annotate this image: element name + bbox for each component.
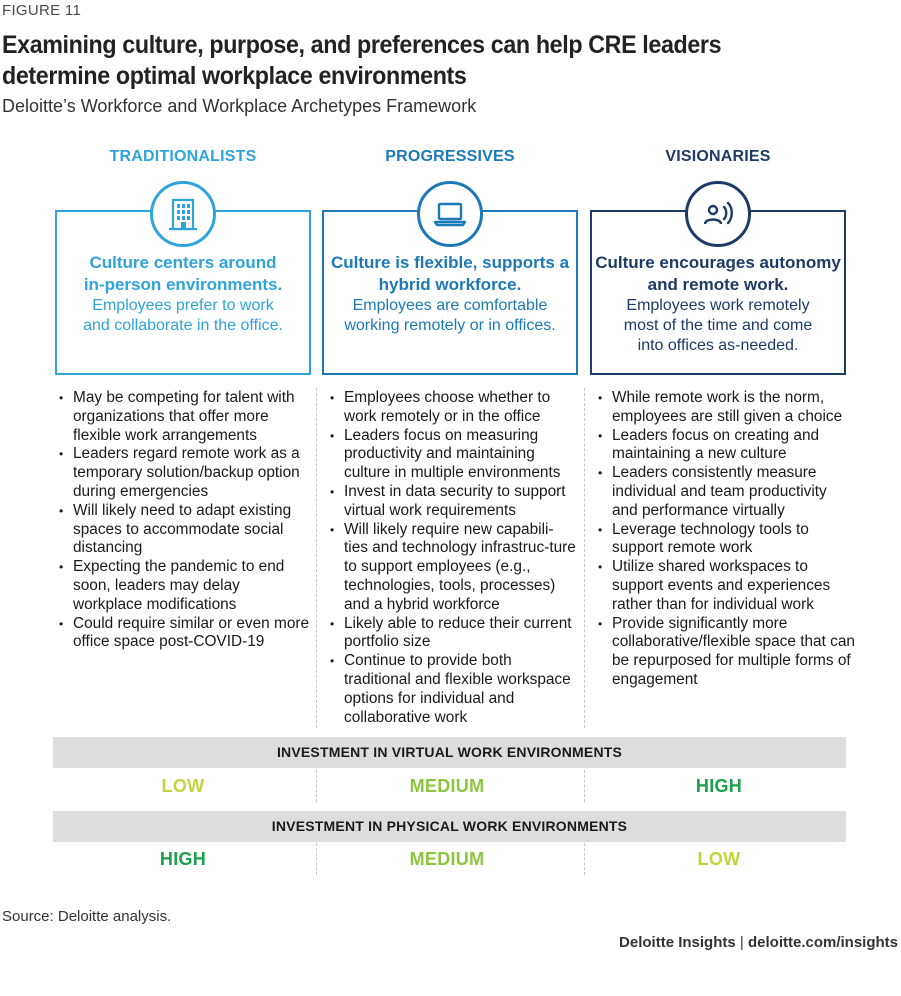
list-item: • Will likely need to adapt existing spaces to accommodate social distancing xyxy=(55,502,313,558)
card-culture-line: and remote work. xyxy=(647,275,789,294)
traditionalists-bullet-list xyxy=(55,389,313,652)
list-item: • Continue to provide both traditional and flexible workspace options for individual and collaborative work xyxy=(326,652,576,727)
card-culture-line: in-person environments. xyxy=(83,275,283,294)
figure-title: Examining culture, purpose, and preferences can help CRE leaders determine optimal workplace environments xyxy=(2,31,722,90)
list-item: • Leverage technology tools to support remote work xyxy=(594,521,856,559)
office-building-icon xyxy=(150,181,216,247)
list-item: • Employees choose whether to work remotely or in the office xyxy=(326,389,576,427)
list-item: • May be competing for talent with organizations that offer more flexible work arrangements xyxy=(55,389,313,445)
physical-investment-band: INVESTMENT IN PHYSICAL WORK ENVIRONMENTS xyxy=(53,811,846,842)
column-divider xyxy=(584,843,585,875)
list-item: • Likely able to reduce their current portfolio size xyxy=(326,615,576,653)
card-culture-line: hybrid workforce. xyxy=(378,275,522,294)
card-employee-line: into offices as-needed. xyxy=(637,337,799,354)
virtual-level-traditionalists: LOW xyxy=(161,776,205,796)
virtual-investment-band: INVESTMENT IN VIRTUAL WORK ENVIRONMENTS xyxy=(53,737,846,768)
card-employee-line: working remotely or in offices. xyxy=(344,317,556,334)
column-divider xyxy=(316,388,317,728)
heading-progressives: PROGRESSIVES xyxy=(385,148,515,165)
card-employee-line: Employees are comfortable xyxy=(352,297,548,314)
card-culture-line: Culture is flexible, supports a xyxy=(330,253,570,272)
heading-traditionalists: TRADITIONALISTS xyxy=(109,148,257,165)
list-item: • Will likely require new capabili-ties and technology infrastruc-ture to support employees (e.g., technologies, tools, processes) and a hybrid workforce xyxy=(326,521,576,615)
figure-label: FIGURE 11 xyxy=(2,2,82,19)
credit-url: deloitte.com/insights xyxy=(747,934,898,951)
card-culture-line: Culture encourages autonomy xyxy=(595,253,841,272)
physical-level-progressives: MEDIUM xyxy=(409,849,485,869)
credit-brand: Deloitte Insights xyxy=(619,934,736,951)
progressives-bullet-list xyxy=(326,389,576,727)
card-employee-line: Employees work remotely xyxy=(626,297,810,314)
virtual-level-progressives: MEDIUM xyxy=(409,776,485,796)
list-item: • Provide significantly more collaborative/flexible space that can be repurposed for multiple forms of engagement xyxy=(594,615,856,690)
list-item: • Leaders consistently measure individual and team productivity and performance virtually xyxy=(594,464,856,520)
card-employee-line: and collaborate in the office. xyxy=(83,317,283,334)
credit-separator: | xyxy=(739,934,744,951)
source-note: Source: Deloitte analysis. xyxy=(2,908,172,925)
virtual-level-visionaries: HIGH xyxy=(695,776,743,796)
card-culture-line: Culture centers around xyxy=(89,253,277,272)
column-divider xyxy=(584,388,585,728)
heading-visionaries: VISIONARIES xyxy=(665,148,771,165)
laptop-icon xyxy=(417,181,483,247)
list-item: • Utilize shared workspaces to support events and experiences rather than for individual work xyxy=(594,558,856,614)
remote-person-signal-icon xyxy=(685,181,751,247)
list-item: • While remote work is the norm, employees are still given a choice xyxy=(594,389,856,427)
list-item: • Could require similar or even more office space post-COVID-19 xyxy=(55,615,313,653)
list-item: • Leaders focus on measuring productivity and maintaining culture in multiple environments xyxy=(326,427,576,483)
list-item: • Invest in data security to support virtual work requirements xyxy=(326,483,576,521)
card-employee-line: Employees prefer to work xyxy=(92,297,274,314)
column-divider xyxy=(584,770,585,802)
visionaries-bullet-list xyxy=(594,389,856,690)
list-item: • Leaders focus on creating and maintaining a new culture xyxy=(594,427,856,465)
publisher-credit xyxy=(619,934,898,951)
figure-subtitle: Deloitte’s Workforce and Workplace Archetypes Framework xyxy=(2,96,477,116)
list-item: • Leaders regard remote work as a temporary solution/backup option during emergencies xyxy=(55,445,313,501)
list-item: • Expecting the pandemic to end soon, leaders may delay workplace modifications xyxy=(55,558,313,614)
physical-level-traditionalists: HIGH xyxy=(159,849,207,869)
physical-level-visionaries: LOW xyxy=(697,849,741,869)
card-employee-line: most of the time and come xyxy=(623,317,813,334)
